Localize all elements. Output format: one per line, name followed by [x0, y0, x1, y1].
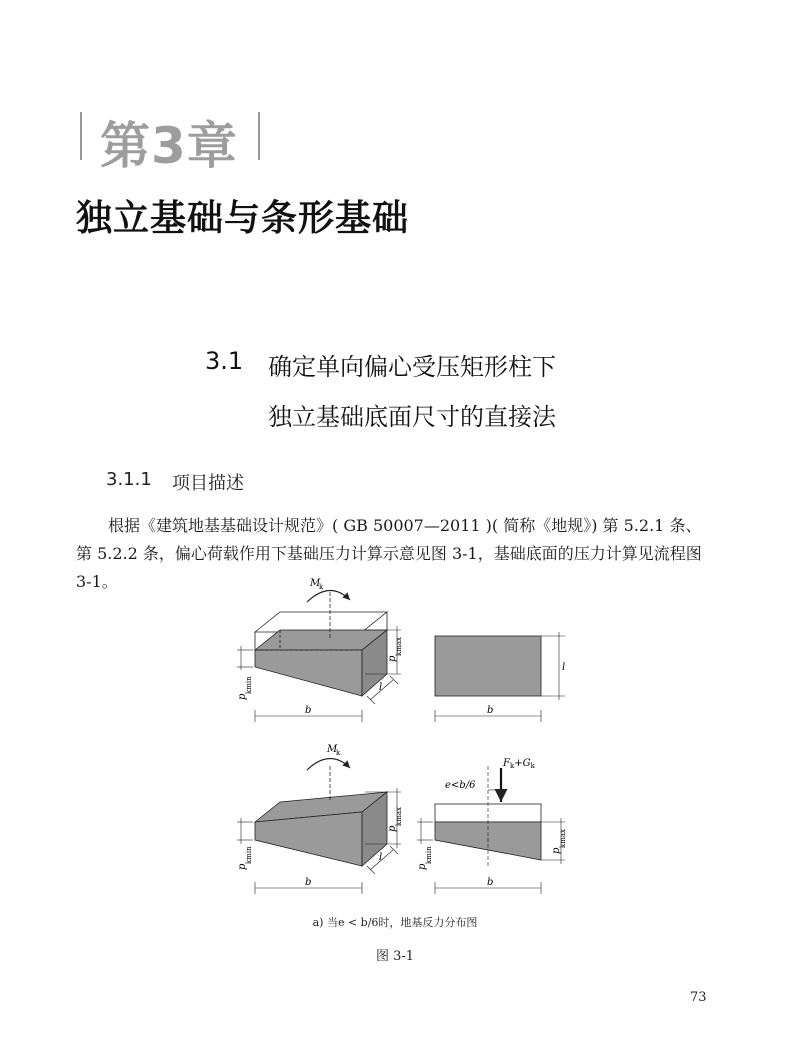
pkmax-label-right: p [551, 847, 562, 854]
svg-text:kmin: kmin [245, 676, 253, 694]
moment-arrow-bottom [307, 744, 350, 770]
iso-block-top [255, 592, 387, 696]
b-label-plan: b [487, 705, 494, 716]
chapter-label: 第3章 [100, 117, 238, 175]
b-label-top: b [305, 705, 312, 716]
section-title-line1: 确定单向偏心受压矩形柱下 [268, 353, 556, 381]
subsection-number: 3.1.1 [106, 469, 152, 490]
figure-subcaption: a) 当e < b/6时，地基反力分布图 [312, 916, 478, 929]
l-label-bottom: l [379, 852, 383, 863]
svg-text:kmin: kmin [245, 846, 253, 864]
chapter-bar-left [80, 112, 82, 160]
pkmax-label-bottom: p [387, 825, 398, 832]
mk-label-top: M [310, 578, 321, 589]
ecc-label: e<b/6 [445, 780, 476, 791]
svg-text:kmax: kmax [395, 806, 403, 826]
iso-block-bottom [255, 766, 387, 866]
figure-3-1 [225, 570, 585, 905]
footing-section [435, 804, 541, 822]
chapter-title: 独立基础与条形基础 [76, 198, 410, 239]
svg-text:k: k [336, 749, 341, 757]
svg-text:kmax: kmax [559, 828, 567, 848]
pkmin-dim-bottom [237, 818, 253, 844]
pkmin-label-top: p [237, 693, 248, 700]
plan-rect [435, 636, 541, 696]
page-number: 73 [690, 990, 707, 1005]
pkmin-dim-right [417, 818, 433, 844]
body-paragraph: 根据《建筑地基基础设计规范》( GB 50007—2011 )( 简称《地规》) 第 5.2.1 条、第 5.2.2 条，偏心荷载作用下基础压力计算示意见图 3-1，基础底面的压力计算见流程图 3-1。 [76, 516, 702, 591]
pkmin-dim-top [237, 646, 253, 670]
pkmin-label-right: p [417, 863, 428, 870]
section-number: 3.1 [205, 347, 244, 375]
pkmax-label-top: p [387, 655, 398, 662]
svg-text:k: k [319, 583, 324, 591]
mk-label-bottom: M [327, 744, 338, 755]
subsection-title: 项目描述 [172, 473, 244, 494]
svg-text:kmin: kmin [425, 846, 433, 864]
moment-arrow-top [307, 578, 350, 602]
b-label-right: b [487, 877, 494, 888]
fkgk-label: $F_k+G_k$ [503, 758, 535, 770]
l-label-top: l [379, 682, 383, 693]
pkmin-label-bottom: p [237, 863, 248, 870]
b-label-bottom: b [305, 877, 312, 888]
chapter-bar-right [258, 112, 260, 160]
figure-caption: 图 3-1 [375, 949, 415, 964]
svg-text:kmax: kmax [395, 636, 403, 656]
l-label-plan: l [562, 662, 566, 673]
section-title-line2: 独立基础底面尺寸的直接法 [268, 403, 556, 431]
